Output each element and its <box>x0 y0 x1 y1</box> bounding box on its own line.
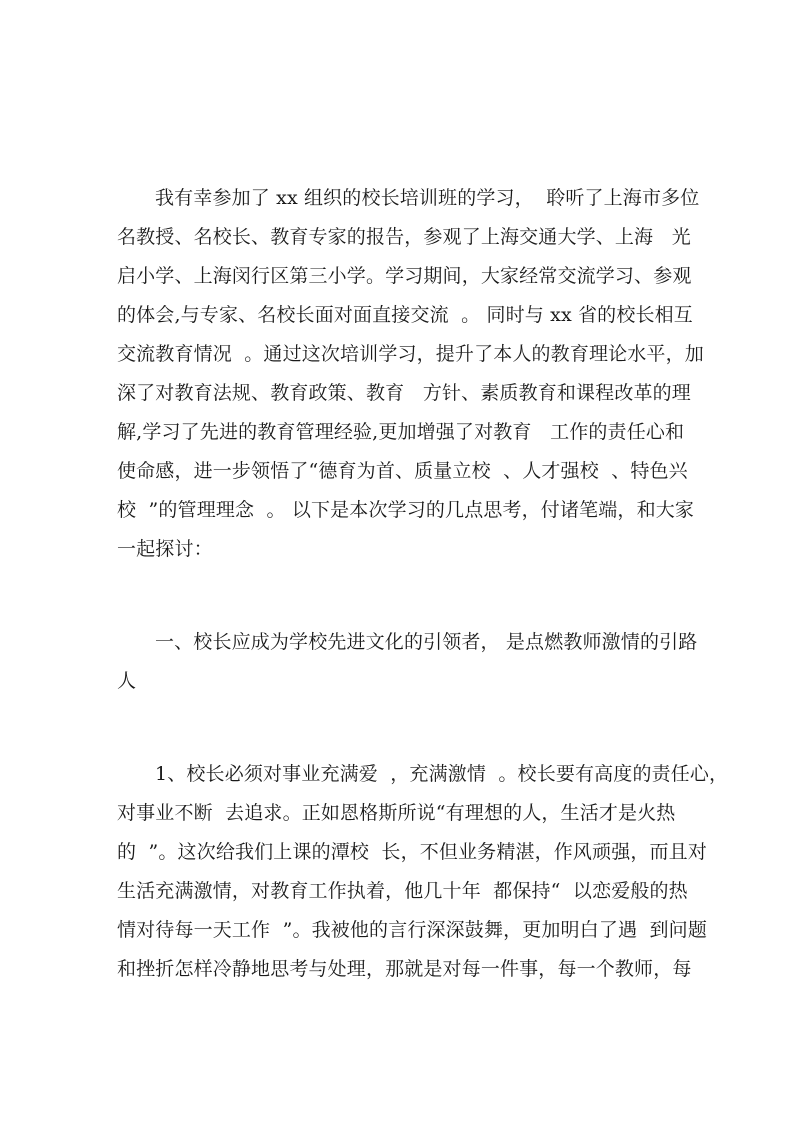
text-line: 的体会,与专家、名校长面对面直接交流 。 同时与 xx 省的校长相互 <box>117 304 693 326</box>
text-line: 生活充满激情，对教育工作执着，他几十年 都保持“ 以恋爱般的热 <box>117 880 688 902</box>
text-line: 的 ”。这次给我们上课的潭校 长，不但业务精湛，作风顽强，而且对 <box>117 841 707 863</box>
paragraph-spacer <box>117 701 679 740</box>
document-page <box>117 179 729 989</box>
text-line: 和挫折怎样冷静地思考与处理，那就是对每一件事，每一个教师，每 <box>117 958 692 980</box>
point-1-paragraph <box>117 755 729 989</box>
text-line: 对事业不断 去追求。正如恩格斯所说“有理想的人，生活才是火热 <box>117 802 676 824</box>
text-line: 解,学习了先进的教育管理经验,更加增强了对教育 工作的责任心和 <box>117 421 685 443</box>
text-line: 我有幸参加了 xx 组织的校长培训班的学习， 聆听了上海市多位 <box>155 187 700 209</box>
text-line: 启小学、上海闵行区第三小学。学习期间，大家经常交流学习、参观 <box>117 265 692 287</box>
text-line: 交流教育情况 。通过这次培训学习，提升了本人的教育理论水平，加 <box>117 343 704 365</box>
text-line: 深了对教育法规、教育政策、教育 方针、素质教育和课程改革的理 <box>117 382 691 404</box>
text-line: 一起探讨： <box>117 538 213 560</box>
heading-line: 人 <box>117 670 137 692</box>
heading-line: 一、校长应成为学校先进文化的引领者， 是点燃教师激情的引路 <box>155 631 698 653</box>
text-line: 情对待每一天工作 ”。我被他的言行深深鼓舞，更加明白了遇 到问题 <box>117 919 707 941</box>
text-line: 使命感，进一步领悟了“德育为首、质量立校 、人才强校 、特色兴 <box>117 460 688 482</box>
text-line: 校 ”的管理理念 。 以下是本次学习的几点思考，付诸笔端，和大家 <box>117 499 695 521</box>
intro-paragraph <box>117 179 704 569</box>
text-line: 1、校长必须对事业充满爱 ，充满激情 。校长要有高度的责任心， <box>155 763 729 785</box>
paragraph-spacer <box>117 608 679 623</box>
section-heading <box>117 623 698 701</box>
text-line: 名教授、名校长、教育专家的报告，参观了上海交通大学、上海 光 <box>117 226 691 248</box>
paragraph-spacer <box>117 740 679 755</box>
paragraph-spacer <box>117 569 679 608</box>
